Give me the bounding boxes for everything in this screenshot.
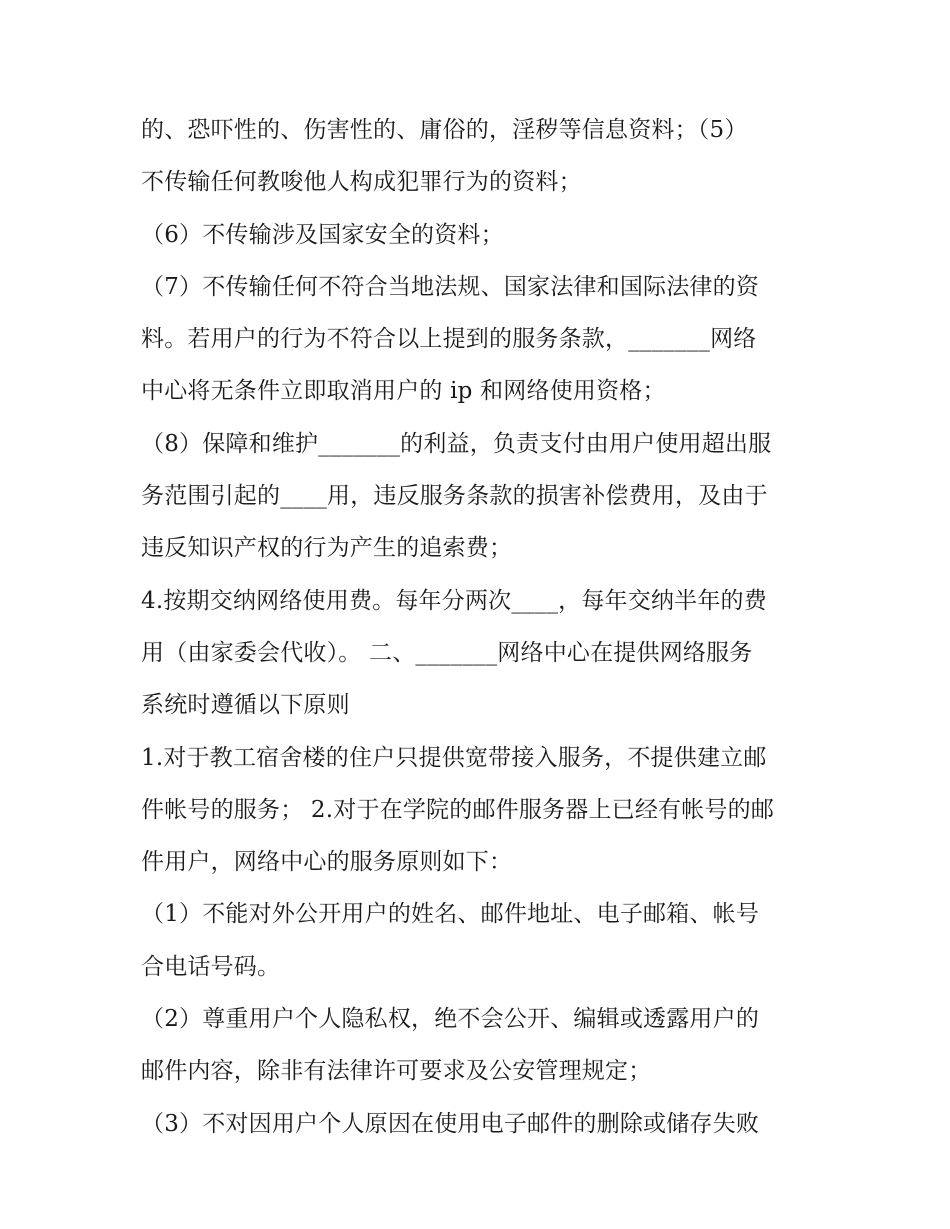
text-line: （8）保障和维护_______的利益，负责支付由用户使用超出服 — [141, 430, 772, 457]
document-body — [141, 104, 831, 1150]
text-line: 1.对于教工宿舍楼的住户只提供宽带接入服务，不提供建立邮 — [141, 744, 767, 771]
text-line: 用（由家委会代收）。 二、_______网络中心在提供网络服务 — [141, 639, 753, 666]
text-line: （7）不传输任何不符合当地法规、国家法律和国际法律的资 — [141, 273, 760, 300]
text-line: 4.按期交纳网络使用费。每年分两次____，每年交纳半年的费 — [141, 587, 767, 614]
text-line: 邮件内容，除非有法律许可要求及公安管理规定； — [141, 1058, 652, 1085]
text-line: （3）不对因用户个人原因在使用电子邮件的删除或储存失败 — [141, 1110, 760, 1137]
text-line: 件用户，网络中心的服务原则如下： — [141, 849, 513, 876]
text-line: 的、恐吓性的、伤害性的、庸俗的，淫秽等信息资料；（5） — [141, 117, 748, 143]
text-line: 不传输任何教唆他人构成犯罪行为的资料； — [141, 169, 582, 196]
text-line: 合电话号码。 — [141, 953, 281, 980]
text-line: 中心将无条件立即取消用户的 ip 和网络使用资格； — [141, 378, 666, 405]
text-line: （6）不传输涉及国家安全的资料； — [141, 221, 504, 248]
text-line: （2）尊重用户个人隐私权，绝不会公开、编辑或透露用户的 — [141, 1006, 760, 1033]
text-line: 违反知识产权的行为产生的追索费； — [141, 535, 513, 562]
text-line: 务范围引起的____用，违反服务条款的损害补偿费用，及由于 — [141, 483, 768, 510]
text-line: 件帐号的服务； 2.对于在学院的邮件服务器上已经有帐号的邮 — [141, 796, 775, 823]
text-line: 料。若用户的行为不符合以上提到的服务条款，_______网络 — [141, 326, 757, 353]
text-line: （1）不能对外公开用户的姓名、邮件地址、电子邮箱、帐号 — [141, 901, 760, 928]
text-line: 系统时遵循以下原则 — [141, 692, 350, 719]
